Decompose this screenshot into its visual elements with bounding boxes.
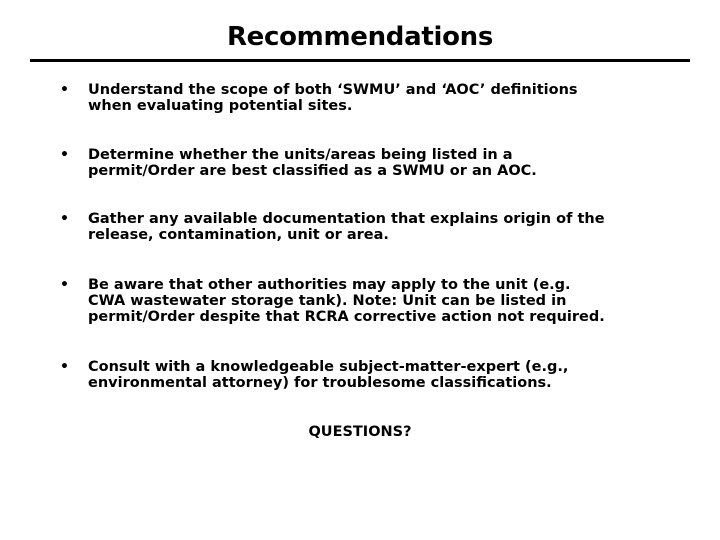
bullet-marker: •: [60, 359, 69, 375]
bullet-text: Determine whether the units/areas being listed in a permit/Order are best classified as a SWMU or an AOC.: [88, 147, 537, 179]
bullet-marker: •: [60, 211, 69, 227]
bullet-text: Gather any available documentation that explains origin of the release, contamination, unit or area.: [88, 211, 605, 243]
bullet-text: Be aware that other authorities may apply to the unit (e.g. CWA wastewater storage tank). Note: Unit can be listed in permit/Order despite that RCRA corrective action not required.: [88, 277, 605, 325]
slide-title: Recommendations: [226, 22, 494, 52]
bullet-marker: •: [60, 277, 69, 293]
questions-footer: QUESTIONS?: [308, 424, 412, 440]
bullet-marker: •: [60, 82, 69, 98]
bullet-text: Understand the scope of both ‘SWMU’ and ‘AOC’ definitions when evaluating potential sites.: [88, 82, 578, 114]
bullet-marker: •: [60, 147, 69, 163]
bullet-text: Consult with a knowledgeable subject-matter-expert (e.g., environmental attorney) for troublesome classifications.: [88, 359, 569, 391]
title-underline: [30, 59, 690, 62]
